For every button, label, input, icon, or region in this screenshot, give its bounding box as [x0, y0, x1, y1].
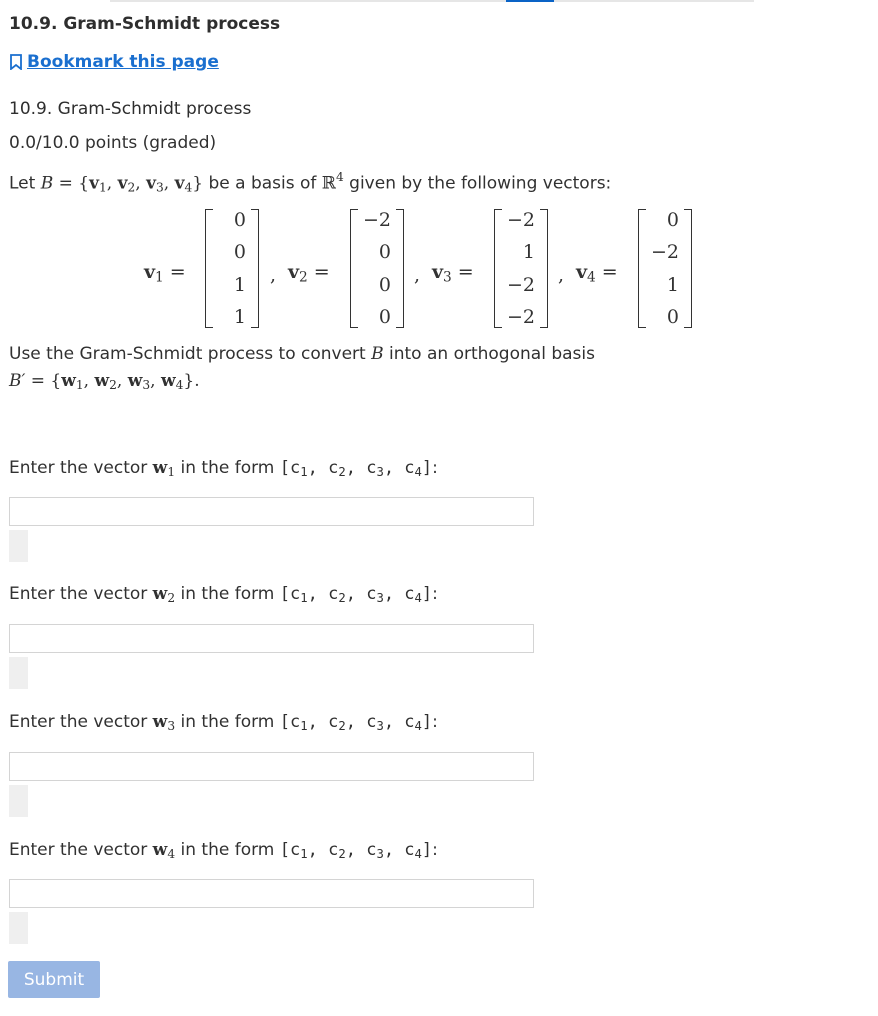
vector-entry: 1 — [233, 306, 246, 328]
convert-instructions: Use the Gram-Schmidt process to convert B into an orthogonal basis $B' = \{w_1$, $w_2$, $w_3$, $w_4$}. — [9, 344, 595, 393]
answer-status-indicator — [9, 657, 28, 689]
vector-entry: 0 — [233, 209, 246, 231]
vector-label-v3: $v_3$ = — [432, 261, 474, 286]
question-prompt-w3: Enter the vector $w_3$ in the form [$c_1$, $c_2$, $c_3$, $c_4$]: — [9, 712, 438, 734]
answer-status-indicator — [9, 785, 28, 817]
vector-entry: −2 — [362, 209, 391, 231]
answer-input-w1[interactable] — [9, 497, 534, 526]
active-unit-indicator — [506, 0, 554, 2]
problem-intro: Let $B = \{v_1$, $v_2$, $v_3$, $v_4$} be a basis of ℝ$^4$ given by the following vectors: — [9, 170, 612, 195]
vector-entry: 1 — [666, 274, 679, 296]
answer-input-w3[interactable] — [9, 752, 534, 781]
vector-label-v2: $v_2$ = — [288, 261, 330, 286]
answer-input-w2[interactable] — [9, 624, 534, 653]
bracket-right — [540, 209, 548, 328]
question-prompt-w1: Enter the vector $w_1$ in the form [$c_1$, $c_2$, $c_3$, $c_4$]: — [9, 458, 438, 480]
vector-entry: 0 — [666, 306, 679, 328]
vector-entry: −2 — [506, 209, 535, 231]
bookmark-button[interactable] — [9, 52, 219, 72]
vector-entry: 1 — [233, 274, 246, 296]
bracket-right — [396, 209, 404, 328]
vector-entry: 0 — [233, 241, 246, 263]
vector-entry: −2 — [506, 274, 535, 296]
question-prompt-w4: Enter the vector $w_4$ in the form [$c_1$, $c_2$, $c_3$, $c_4$]: — [9, 840, 438, 862]
vector-entry: 0 — [378, 306, 391, 328]
unit-title: 10.9. Gram-Schmidt process — [9, 14, 281, 34]
answer-status-indicator — [9, 530, 28, 562]
problem-title: 10.9. Gram-Schmidt process — [9, 99, 252, 119]
question-prompt-w2: Enter the vector $w_2$ in the form [$c_1$, $c_2$, $c_3$, $c_4$]: — [9, 584, 438, 606]
vector-entry: −2 — [506, 306, 535, 328]
vector-label-v4: $v_4$ = — [576, 261, 618, 286]
answer-input-w4[interactable] — [9, 879, 534, 908]
bracket-right — [684, 209, 692, 328]
bookmark-icon — [9, 54, 23, 70]
vector-entry: 0 — [378, 241, 391, 263]
sequence-progress-bar — [110, 0, 754, 2]
basis-vectors: $v_1$ = 0 0 1 1 , $v_2$ = −2 0 0 0 , $v_3$ = −2 1 −2 −2 , $v_4$ = 0 −2 1 0 — [0, 206, 878, 330]
vector-entry: 1 — [522, 241, 535, 263]
bookmark-label: Bookmark this page — [27, 52, 219, 72]
vector-label-v1: $v_1$ = — [144, 261, 186, 286]
bracket-right — [251, 209, 259, 328]
vector-entry: −2 — [650, 241, 679, 263]
points-status: 0.0/10.0 points (graded) — [9, 133, 217, 153]
vector-entry: 0 — [666, 209, 679, 231]
answer-status-indicator — [9, 912, 28, 944]
submit-button[interactable]: Submit — [8, 961, 100, 998]
vector-entry: 0 — [378, 274, 391, 296]
